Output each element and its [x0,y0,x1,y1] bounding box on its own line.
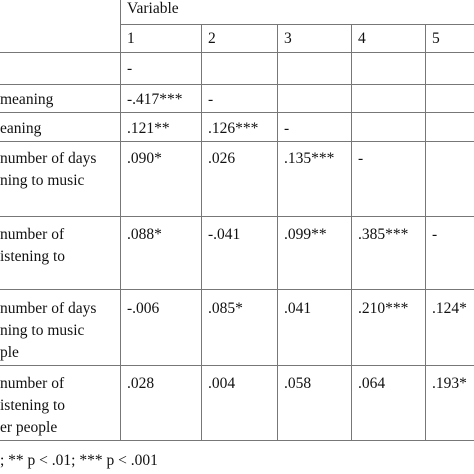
grid-hline [0,440,474,441]
table-cell: - [208,91,214,108]
table-cell: .064 [358,375,386,392]
row-label: istening to [0,248,66,265]
row-label: er people [0,419,58,436]
grid-hline [0,289,474,290]
table-cell: .124* [432,300,467,317]
grid-hline [0,216,474,217]
table-cell: .121** [127,120,170,137]
grid-vline [120,0,121,440]
table-cell: .099** [284,226,327,243]
column-header-1: 1 [127,30,135,47]
table-cell: -.041 [208,226,241,243]
table-cell: .088* [127,226,162,243]
table-cell: .041 [284,300,312,317]
table-cell: - [127,60,133,77]
grid-vline [277,24,278,440]
table-cell: - [358,150,364,167]
column-header-2: 2 [208,30,216,47]
grid-hline [0,112,474,113]
row-label: number of days [0,300,97,317]
row-label: number of [0,226,65,243]
row-label: ning to music [0,322,85,339]
table-cell: .090* [127,150,162,167]
grid-hline [0,365,474,366]
table-cell: .193* [432,375,467,392]
table-cell: .385*** [358,226,409,243]
table-cell: .135*** [284,150,335,167]
column-header-3: 3 [284,30,292,47]
grid-hline [120,24,474,25]
table-cell: - [432,226,438,243]
column-header-4: 4 [358,30,366,47]
grid-hline [0,52,474,53]
grid-vline [425,24,426,440]
column-header-5: 5 [432,30,440,47]
table-cell: .085* [208,300,243,317]
grid-hline [0,84,474,85]
row-label: meaning [0,91,54,108]
table-cell: .004 [208,375,236,392]
grid-hline [0,141,474,142]
table-cell: -.006 [127,300,160,317]
table-cell: -.417*** [127,91,183,108]
table-cell: .126*** [208,120,259,137]
row-label: number of days [0,150,97,167]
grid-vline [351,24,352,440]
table-cell: .210*** [358,300,409,317]
row-label: number of [0,375,65,392]
row-label: ning to music [0,172,85,189]
table-cell: .058 [284,375,312,392]
table-cell: .028 [127,375,155,392]
table-cell: .026 [208,150,236,167]
row-label: istening to [0,397,66,414]
row-label: eaning [0,120,42,137]
grid-vline [201,24,202,440]
variable-header: Variable [127,0,179,17]
row-label: ple [0,344,19,361]
table-footnote: ; ** p < .01; *** p < .001 [0,452,158,469]
table-cell: - [284,120,290,137]
